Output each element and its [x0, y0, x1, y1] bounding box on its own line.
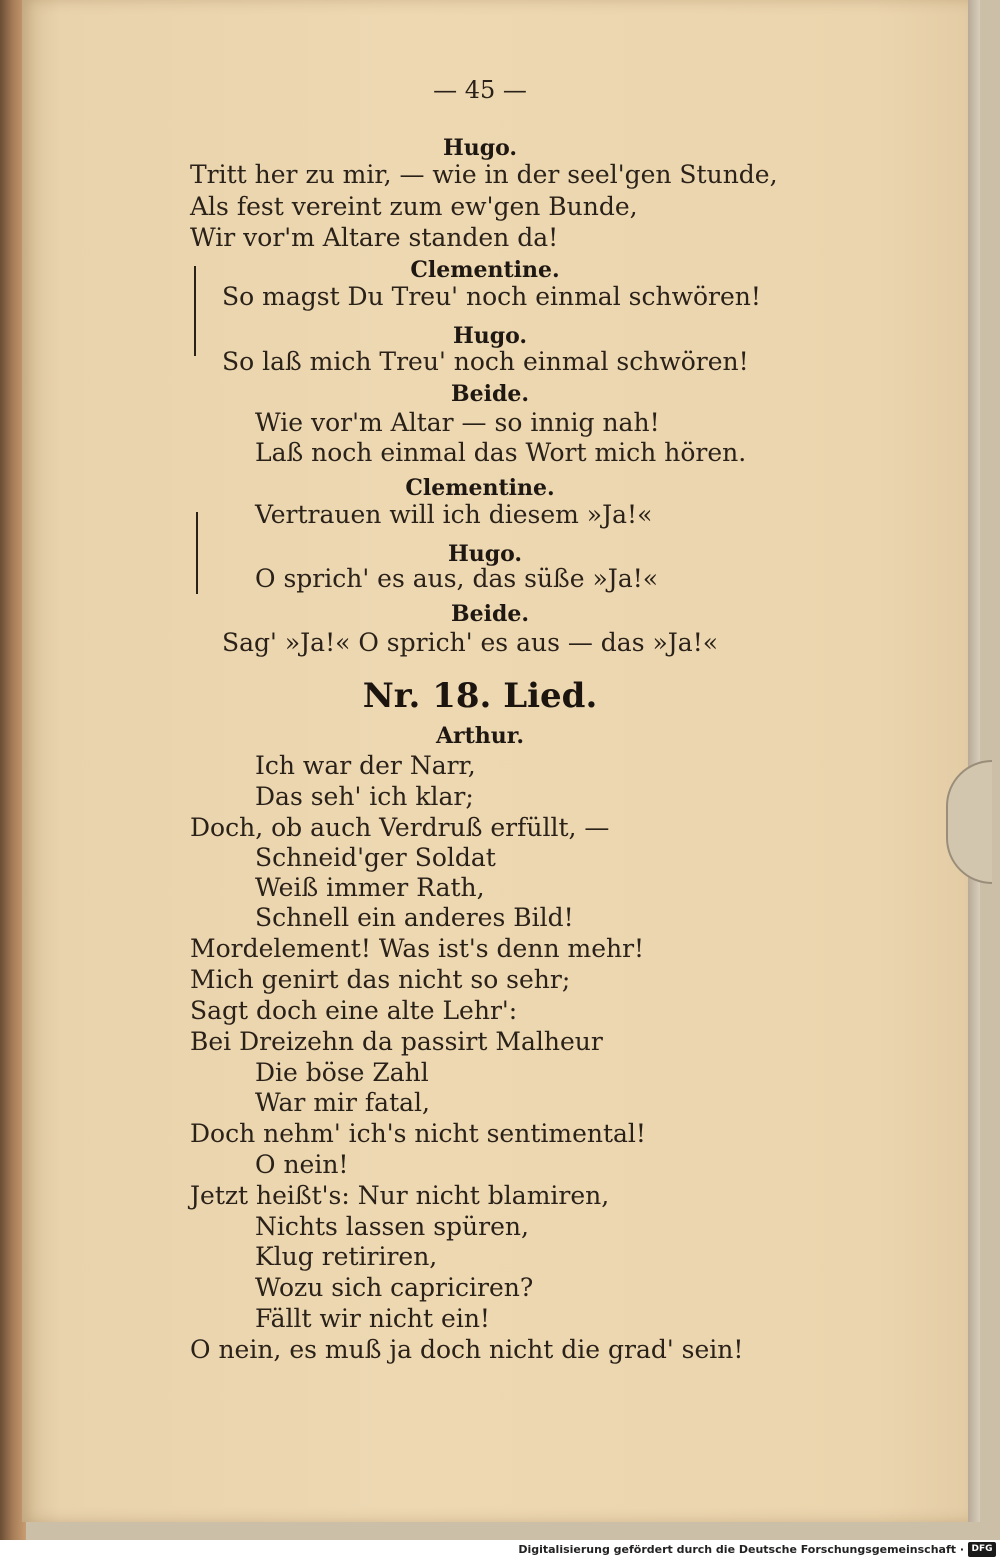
song-line: Nichts lassen spüren, — [255, 1212, 529, 1241]
song-line: Schneid'ger Soldat — [255, 843, 496, 872]
verse-line: So laß mich Treu' noch einmal schwören! — [222, 347, 749, 376]
verse-line: Als fest vereint zum ew'gen Bunde, — [190, 192, 638, 221]
verse-line: Tritt her zu mir, — wie in der seel'gen Stunde, — [190, 160, 778, 189]
verse-line: Sag' »Ja!« O sprich' es aus — das »Ja!« — [222, 628, 719, 657]
song-line: Doch, ob auch Verdruß erfüllt, — — [190, 813, 610, 842]
song-line: Das seh' ich klar; — [255, 782, 474, 811]
speaker-hugo: Hugo. — [442, 135, 518, 161]
verse-line: Wie vor'm Altar — so innig nah! — [255, 408, 660, 437]
speaker-arthur: Arthur. — [435, 723, 525, 749]
verse-line: Vertrauen will ich diesem »Ja!« — [255, 500, 653, 529]
page-number: — 45 — — [433, 76, 527, 104]
digitization-credit: Digitalisierung gefördert durch die Deutsche Forschungsgemeinschaft · — [518, 1543, 964, 1556]
verse-line: O sprich' es aus, das süße »Ja!« — [255, 564, 659, 593]
song-line: Doch nehm' ich's nicht sentimental! — [190, 1119, 646, 1148]
footer-bar — [0, 1540, 1000, 1560]
song-line: Bei Dreizehn da passirt Malheur — [190, 1027, 603, 1056]
song-line: Die böse Zahl — [255, 1058, 429, 1087]
song-line: Fällt wir nicht ein! — [255, 1304, 490, 1333]
speaker-beide: Beide. — [451, 601, 529, 627]
song-line: O nein! — [255, 1150, 349, 1179]
song-line: Jetzt heißt's: Nur nicht blamiren, — [190, 1181, 610, 1210]
speaker-hugo: Hugo. — [452, 323, 528, 349]
duet-bracket — [196, 512, 208, 594]
verse-line: So magst Du Treu' noch einmal schwören! — [222, 282, 761, 311]
song-line: Schnell ein anderes Bild! — [255, 903, 574, 932]
verse-line: Laß noch einmal das Wort mich hören. — [255, 438, 747, 467]
song-line: Klug retiriren, — [255, 1242, 438, 1271]
song-line: Weiß immer Rath, — [255, 873, 485, 902]
song-line: Mordelement! Was ist's denn mehr! — [190, 934, 645, 963]
song-line: O nein, es muß ja doch nicht die grad' sein! — [190, 1335, 744, 1364]
song-heading: Nr. 18. Lied. — [362, 676, 598, 716]
verse-line: Wir vor'm Altare standen da! — [190, 223, 559, 252]
speaker-clementine: Clementine. — [405, 475, 555, 501]
speaker-beide: Beide. — [451, 381, 529, 407]
speaker-clementine: Clementine. — [410, 257, 560, 283]
song-line: Ich war der Narr, — [255, 751, 476, 780]
dfg-logo: DFG — [968, 1542, 996, 1557]
song-line: Sagt doch eine alte Lehr': — [190, 996, 518, 1025]
speaker-hugo: Hugo. — [447, 541, 523, 567]
duet-bracket — [194, 266, 206, 356]
song-line: Wozu sich capriciren? — [255, 1273, 534, 1302]
song-line: War mir fatal, — [255, 1088, 430, 1117]
song-line: Mich genirt das nicht so sehr; — [190, 965, 571, 994]
